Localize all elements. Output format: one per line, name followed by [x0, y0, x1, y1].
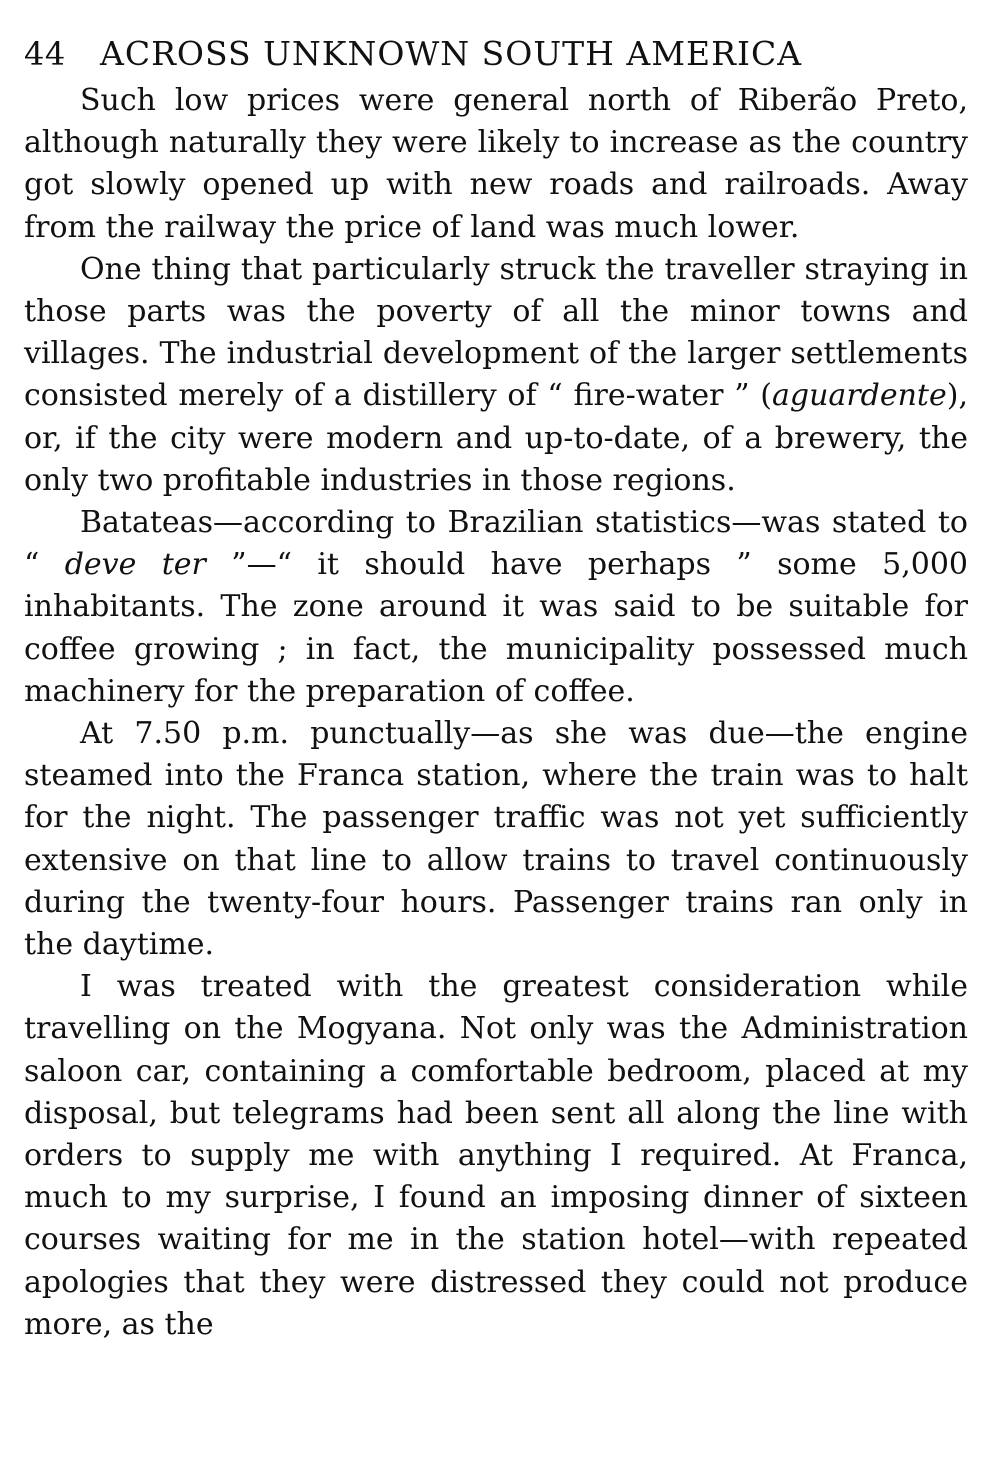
- running-head: [24, 28, 968, 80]
- book-title: ACROSS UNKNOWN SOUTH AMERICA: [100, 34, 803, 73]
- italic-term: aguardente: [772, 378, 947, 414]
- paragraph-text: One thing that particularly struck the traveller straying in those parts was the poverty of all the minor towns and villages. The industrial development of the larger settlements consisted merely of a distillery of “ fire-water ” (: [24, 251, 968, 414]
- paragraph-mogyana: [24, 966, 968, 1346]
- paragraph-prices: [24, 80, 968, 249]
- paragraph-batateas: [24, 502, 968, 713]
- paragraph-poverty: [24, 249, 968, 502]
- paragraph-text: Batateas—according to Brazilian statistics—was stated to “: [24, 505, 968, 583]
- book-page: [24, 28, 968, 1346]
- page-number: 44: [24, 35, 66, 73]
- paragraph-franca-arrival: [24, 713, 968, 966]
- paragraph-text: At 7.50 p.m. punctually—as she was due—the engine steamed into the Franca station, where the train was to halt for the night. The passenger traffic was not yet sufficiently extensive on that line to allow trains to travel continuously during the twenty-four hours. Passenger trains ran only in the daytime.: [24, 716, 968, 963]
- paragraph-text: Such low prices were general north of Riberão Preto, although naturally they were likely to increase as the country got slowly opened up with new roads and railroads. Away from the railway the price of land was much lower.: [24, 83, 968, 245]
- paragraph-text: ), or, if the city were modern and up-to-date, of a brewery, the only two profitable industries in those regions.: [24, 378, 968, 498]
- paragraph-text: ”—“ it should have perhaps ” some 5,000 inhabitants. The zone around it was said to be suitable for coffee growing ; in fact, the municipality possessed much machinery for the preparation of coffee.: [24, 547, 968, 709]
- italic-term: deve ter: [64, 547, 206, 583]
- paragraph-text: I was treated with the greatest consideration while travelling on the Mogyana. Not only was the Administration saloon car, containing a comfortable bedroom, placed at my disposal, but telegrams had been sent all along the line with orders to supply me with anything I required. At Franca, much to my surprise, I found an imposing dinner of sixteen courses waiting for me in the station hotel—with repeated apologies that they were distressed they could not produce more, as the: [24, 969, 968, 1342]
